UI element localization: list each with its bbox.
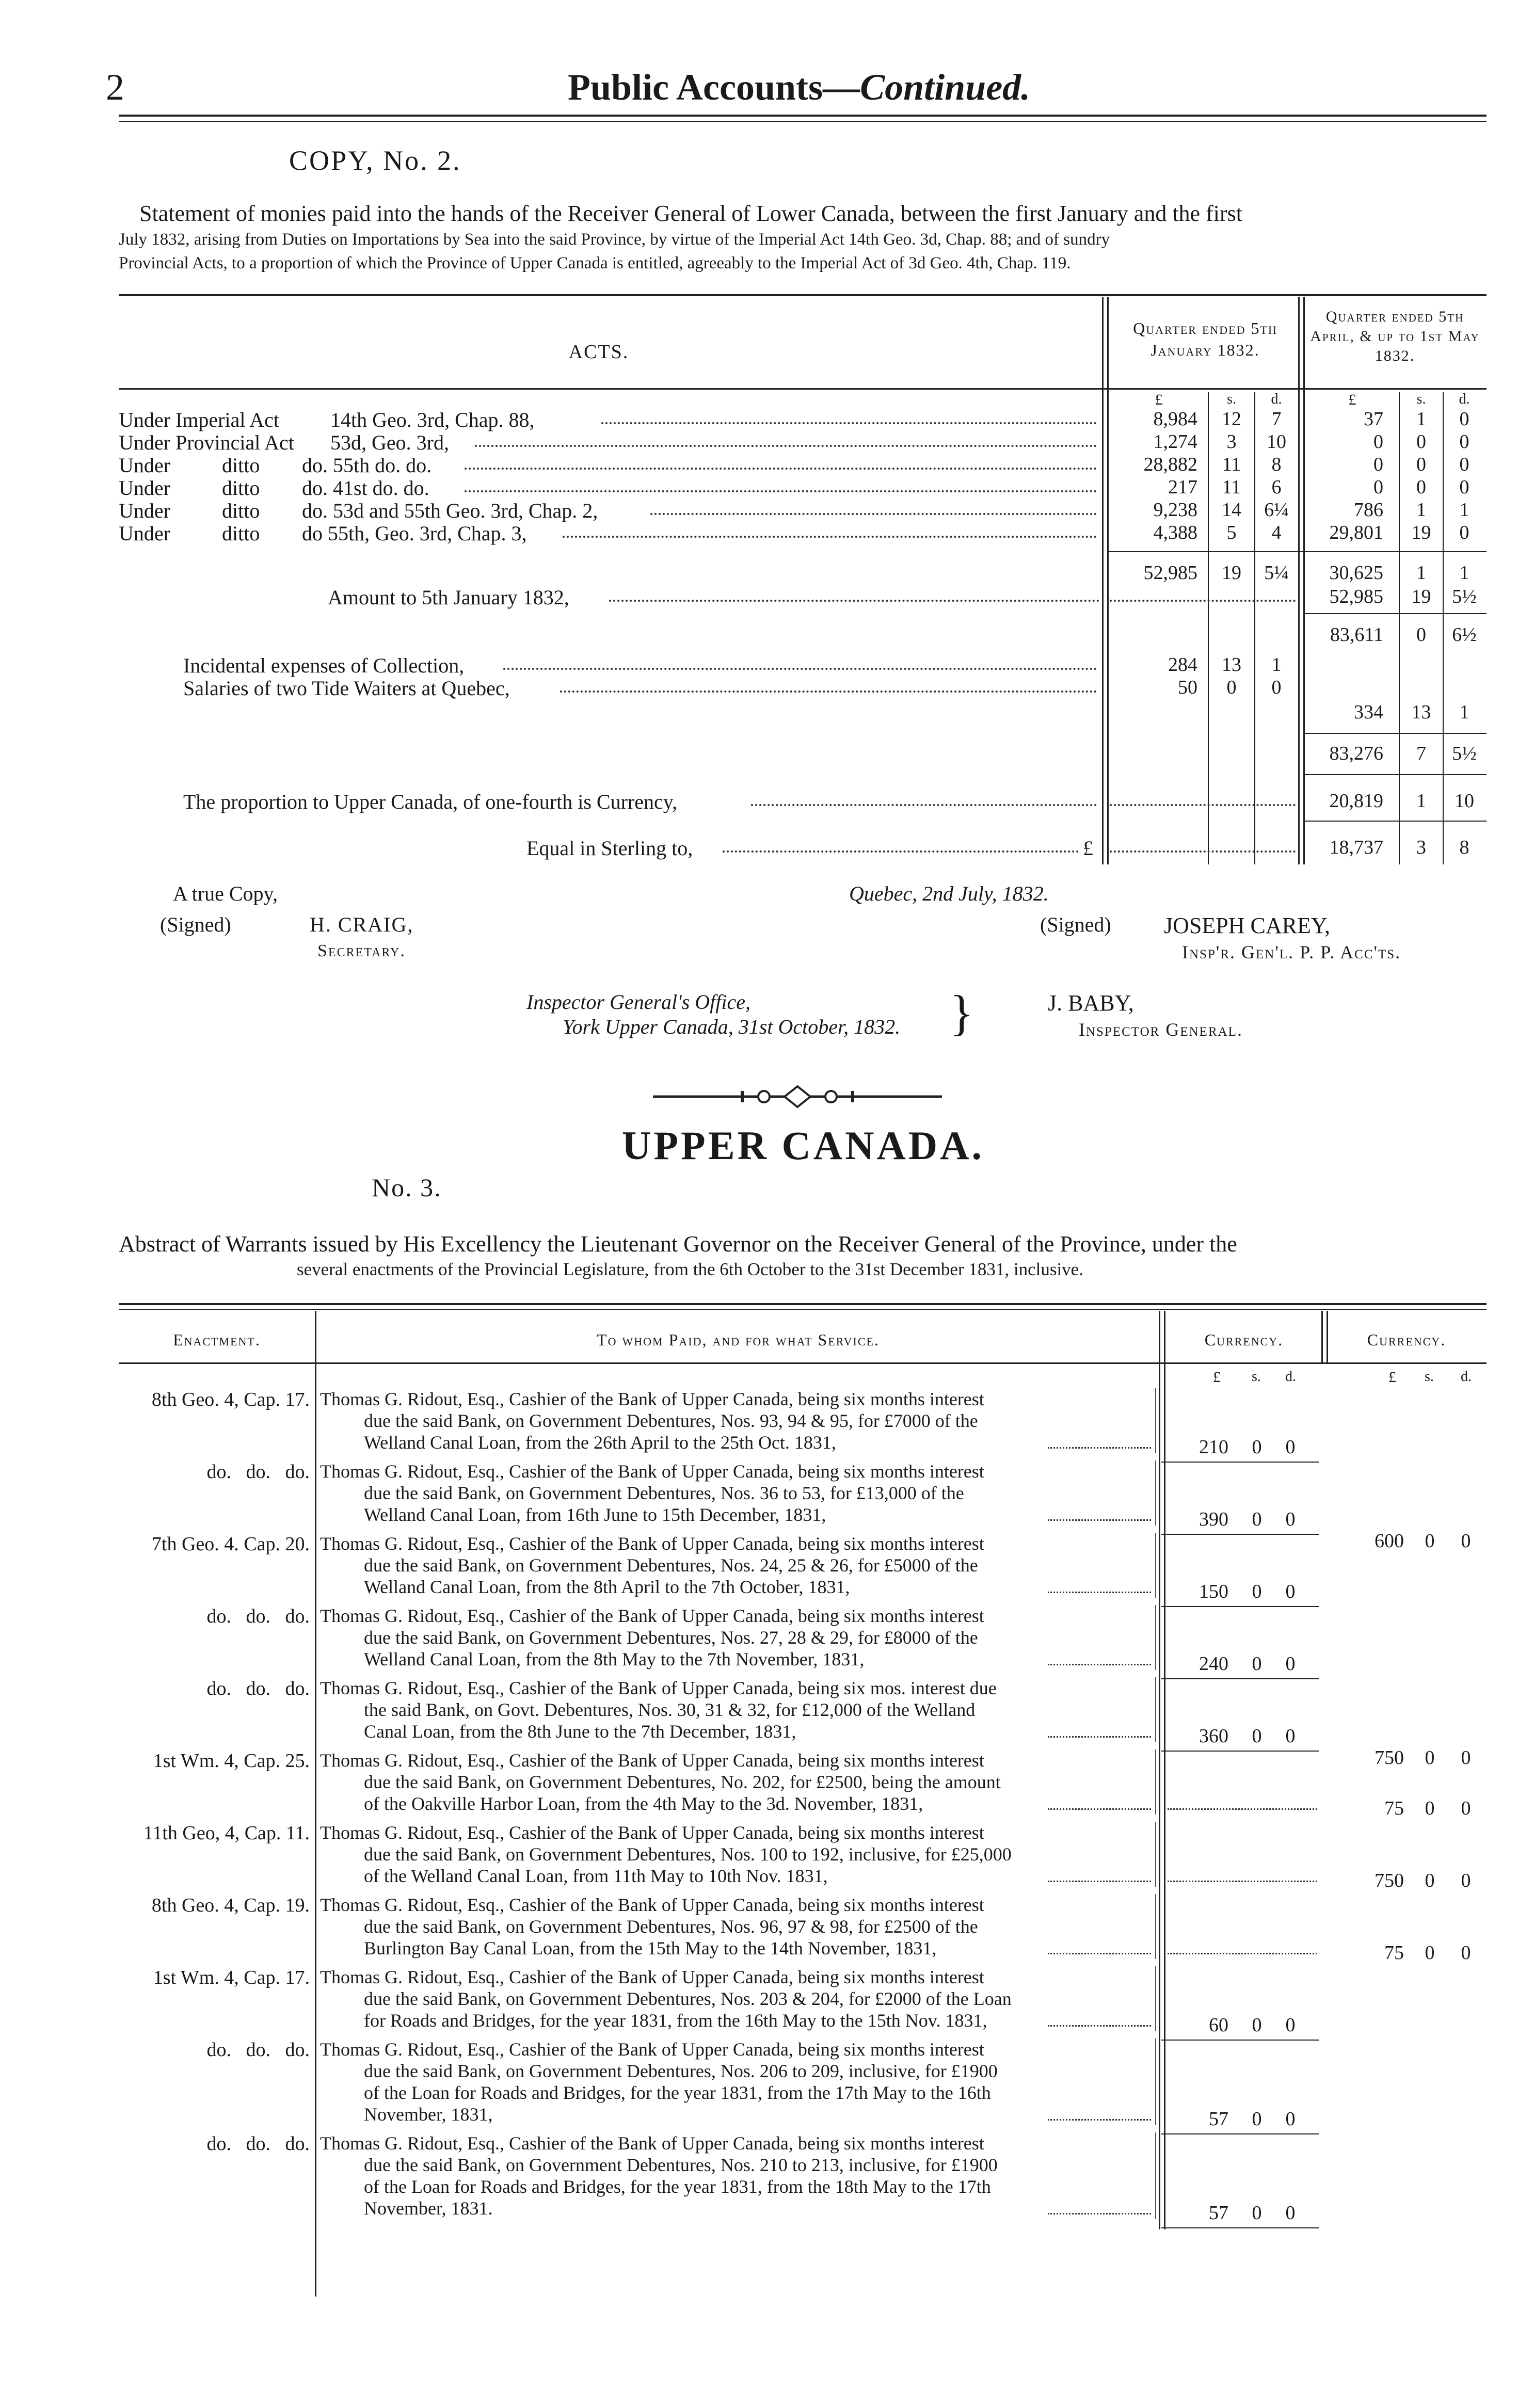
warrants-divider-enact (315, 1311, 316, 2297)
cur1-unit-d: d. (1285, 1369, 1296, 1385)
q2-d: 0 (1459, 408, 1469, 430)
subtotal-q1-s: 19 (1222, 562, 1241, 584)
salaries-q1-l: 50 (1178, 677, 1197, 698)
leader-dots (723, 850, 1079, 853)
q1-d: 10 (1267, 431, 1286, 453)
leader-dots (1048, 2213, 1151, 2214)
header-rule-2 (119, 121, 1487, 122)
amount-q2-d: 5½ (1452, 586, 1477, 607)
warrant-text-line: Welland Canal Loan, from the 8th May to the 7th November, 1831, (364, 1649, 865, 1669)
c2-s: 0 (1425, 1797, 1435, 1819)
sterling-q2-d: 8 (1459, 837, 1469, 858)
statement-line-2: July 1832, arising from Duties on Importations by Sea into the said Province, by virtue of the Imperial Act 14th Geo. 3d, Chap. 88; and of sundry (119, 230, 1110, 249)
leader-dots (1168, 1953, 1317, 1954)
act-left: Under (119, 454, 170, 477)
incidental-q1-d: 1 (1271, 654, 1282, 676)
q2-l: 0 (1373, 476, 1383, 498)
copy-heading: COPY, No. 2. (289, 145, 461, 176)
acts-divider-1 (1102, 297, 1104, 864)
amount-q2-s: 19 (1411, 586, 1431, 607)
warrant-text-line: Thomas G. Ridout, Esq., Cashier of the Bank of Upper Canada, being six months interest (320, 1750, 984, 1771)
leader-dots (1048, 1881, 1151, 1882)
act-right: do. 41st do. do. (302, 476, 429, 500)
warrant-text-line: due the said Bank, on Government Debentures, Nos. 36 to 53, for £13,000 of the (364, 1483, 964, 1503)
net-q2-l: 83,276 (1329, 743, 1383, 764)
c2-d: 0 (1461, 1530, 1471, 1552)
leader-dots (1168, 1808, 1317, 1810)
q2-s: 0 (1416, 454, 1426, 475)
q1-l: 28,882 (1143, 454, 1197, 475)
acts-col-header: ACTS. (568, 341, 629, 363)
leader-dots (1048, 1664, 1151, 1665)
q2-d: 0 (1459, 431, 1469, 453)
act-right: do. 55th do. do. (302, 454, 432, 477)
warrants-top-rule-2 (119, 1309, 1487, 1310)
c2-l: 750 (1375, 1870, 1404, 1891)
sterling-unit: £ (1083, 837, 1093, 860)
subtotal-q1-d: 5¼ (1264, 562, 1289, 584)
c1-d: 0 (1285, 2202, 1296, 2224)
net-rule (1305, 774, 1487, 775)
q1-d: 8 (1271, 454, 1282, 475)
c1-l: 57 (1209, 2202, 1228, 2224)
acts-table-top-rule (119, 294, 1487, 296)
q1-l: 9,238 (1153, 499, 1197, 521)
acts-divider-2 (1107, 297, 1109, 864)
leader-dots (475, 445, 1097, 447)
q2-s: 19 (1411, 522, 1431, 543)
warrant-right-border (1155, 1677, 1156, 1742)
currency-rule (1161, 2227, 1319, 2228)
warrant-enactment: do. do. do. (206, 1606, 310, 1627)
expenses-q2-d: 1 (1459, 701, 1469, 723)
leader-dots (609, 600, 1099, 602)
cur2-unit-d: d. (1461, 1369, 1472, 1385)
leader-dots (465, 468, 1097, 470)
warrant-enactment: 1st Wm. 4, Cap. 25. (153, 1750, 310, 1772)
q1-unit-d: d. (1271, 391, 1282, 407)
c1-s: 0 (1252, 1581, 1262, 1602)
page-title (568, 66, 1030, 109)
proportion-q2-s: 1 (1416, 790, 1426, 812)
signer-3-title: Inspector General. (1079, 1019, 1243, 1040)
signed-label-2: (Signed) (1040, 913, 1111, 936)
amount-q2-l: 52,985 (1329, 586, 1383, 607)
leader-dots (1110, 850, 1296, 853)
leader-dots (1048, 2025, 1151, 2027)
warrant-right-border (1155, 1533, 1156, 1598)
q1-s: 11 (1222, 476, 1241, 498)
office-brace: } (950, 985, 974, 1040)
warrant-right-border (1155, 2038, 1156, 2125)
q2-d: 1 (1459, 499, 1469, 521)
warrant-enactment: do. do. do. (206, 2039, 310, 2061)
currency-rule (1161, 1462, 1319, 1463)
currency1-col-header: Currency. (1204, 1330, 1284, 1349)
warrant-text-line: of the Welland Canal Loan, from 11th May to 10th Nov. 1831, (364, 1866, 828, 1886)
warrant-text-line: Welland Canal Loan, from 16th June to 15th December, 1831, (364, 1504, 826, 1525)
warrant-text-line: Thomas G. Ridout, Esq., Cashier of the Bank of Upper Canada, being six months interest (320, 1822, 984, 1843)
warrant-text-line: Thomas G. Ridout, Esq., Cashier of the Bank of Upper Canada, being six months interest (320, 1389, 984, 1409)
proportion-rule (1305, 821, 1487, 822)
q1-s: 11 (1222, 454, 1241, 475)
c1-s: 0 (1252, 1436, 1262, 1458)
subtotal-q1-l: 52,985 (1143, 562, 1197, 584)
warrant-text-line: of the Loan for Roads and Bridges, for the year 1831, from the 18th May to the 17th (364, 2176, 991, 2197)
subtotal-q2-d: 1 (1459, 562, 1469, 584)
cur2-unit-s: s. (1425, 1369, 1434, 1385)
warrant-text-line: Thomas G. Ridout, Esq., Cashier of the Bank of Upper Canada, being six mos. interest due (320, 1678, 997, 1698)
q1-d: 6 (1271, 476, 1282, 498)
q1-s: 3 (1226, 431, 1237, 453)
warrant-text-line: for Roads and Bridges, for the year 1831, from the 16th May to the 15th Nov. 1831, (364, 2010, 987, 2031)
warrant-text-line: November, 1831. (364, 2198, 493, 2219)
c1-d: 0 (1285, 1653, 1296, 1675)
act-mid: ditto (222, 499, 260, 522)
acts-divider-3 (1298, 297, 1300, 864)
warrant-enactment: 11th Geo, 4, Cap. 11. (143, 1822, 310, 1844)
c2-s: 0 (1425, 1870, 1435, 1891)
warrant-enactment: 8th Geo. 4, Cap. 17. (151, 1389, 310, 1410)
expenses-rule (1305, 733, 1487, 734)
c1-s: 0 (1252, 2014, 1262, 2036)
leader-dots (1168, 1881, 1317, 1882)
warrant-right-border (1155, 1894, 1156, 1959)
c1-s: 0 (1252, 1725, 1262, 1747)
warrant-right-border (1155, 1966, 1156, 2031)
c2-l: 75 (1384, 1797, 1404, 1819)
cur2-unit-l: £ (1388, 1369, 1396, 1386)
subtotal-q2-l: 30,625 (1329, 562, 1383, 584)
act-mid: ditto (222, 476, 260, 500)
c1-l: 210 (1199, 1436, 1228, 1458)
statement-line-1: Statement of monies paid into the hands of the Receiver General of Lower Canada, between the first January and the first (139, 201, 1242, 226)
act-left: Under Imperial Act (119, 408, 279, 431)
statement-line-3: Provincial Acts, to a proportion of which the Province of Upper Canada is entitled, agreeably to the Imperial Act of 3d Geo. 4th, Chap. 119. (119, 254, 1071, 272)
net-q2-d: 5½ (1452, 743, 1477, 764)
incidental-q1-l: 284 (1168, 654, 1197, 676)
q2-l: 0 (1373, 431, 1383, 453)
warrants-top-rule (119, 1303, 1487, 1305)
q2-l: 29,801 (1329, 522, 1383, 543)
q1-l: 1,274 (1153, 431, 1197, 453)
c1-l: 60 (1209, 2014, 1228, 2036)
leader-dots (601, 422, 1097, 424)
net-q2-s: 7 (1416, 743, 1426, 764)
salaries-q1-s: 0 (1226, 677, 1237, 698)
warrant-right-border (1155, 1749, 1156, 1815)
warrant-text-line: Thomas G. Ridout, Esq., Cashier of the Bank of Upper Canada, being six months interest (320, 1895, 984, 1915)
currency-rule (1161, 2133, 1319, 2134)
incidental-label: Incidental expenses of Collection, (183, 654, 465, 677)
leader-dots (1048, 1808, 1151, 1810)
warrant-enactment: 8th Geo. 4, Cap. 19. (151, 1895, 310, 1916)
salaries-q1-d: 0 (1271, 677, 1282, 698)
c1-s: 0 (1252, 1508, 1262, 1530)
act-mid: ditto (222, 454, 260, 477)
act-right: 53d, Geo. 3rd, (330, 431, 449, 454)
warrant-text-line: due the said Bank, on Government Debentures, Nos. 210 to 213, inclusive, for £1900 (364, 2155, 998, 2175)
q1-d: 7 (1271, 408, 1282, 430)
q2-l: 37 (1364, 408, 1383, 430)
q2-unit-d: d. (1459, 391, 1470, 407)
leader-dots (1110, 600, 1296, 602)
warrants-divider-cur1a (1159, 1311, 1160, 2229)
warrant-text-line: Welland Canal Loan, from the 26th April to the 25th Oct. 1831, (364, 1432, 836, 1453)
q2-d: 0 (1459, 454, 1469, 475)
c2-d: 0 (1461, 1942, 1471, 1964)
warrant-text-line: the said Bank, on Govt. Debentures, Nos. 30, 31 & 32, for £12,000 of the Welland (364, 1699, 976, 1720)
sterling-q2-s: 3 (1416, 837, 1426, 858)
place-date: Quebec, 2nd July, 1832. (849, 882, 1049, 905)
c2-d: 0 (1461, 1747, 1471, 1769)
leader-dots (465, 490, 1097, 492)
currency-rule (1161, 1534, 1319, 1535)
warrant-enactment: 1st Wm. 4, Cap. 17. (153, 1967, 310, 1988)
q1-unit-s: s. (1227, 391, 1236, 407)
warrants-divider-cur2b (1327, 1311, 1328, 1362)
abstract-line-2: several enactments of the Provincial Legislature, from the 6th October to the 31st December 1831, inclusive. (297, 1259, 1083, 1279)
signer-1-title: Secretary. (317, 941, 406, 960)
warrant-right-border (1155, 1822, 1156, 1887)
c2-l: 75 (1384, 1942, 1404, 1964)
currency-rule (1161, 1751, 1319, 1752)
upper-canada-title: UPPER CANADA. (622, 1123, 984, 1168)
enactment-col-header: Enactment. (173, 1330, 261, 1349)
header-rule (119, 115, 1487, 117)
sterling-q2-l: 18,737 (1329, 837, 1383, 858)
acts-subtotal-rule (1109, 551, 1487, 552)
warrant-text-line: Thomas G. Ridout, Esq., Cashier of the Bank of Upper Canada, being six months interest (320, 1461, 984, 1482)
q1-l: 4,388 (1153, 522, 1197, 543)
ornament-divider (653, 1084, 942, 1110)
amount-label: Amount to 5th January 1832, (328, 586, 569, 609)
q1-s: 12 (1222, 408, 1241, 430)
c1-l: 390 (1199, 1508, 1228, 1530)
act-right: do 55th, Geo. 3rd, Chap. 3, (302, 522, 527, 545)
c2-s: 0 (1425, 1530, 1435, 1552)
leader-dots (1048, 2119, 1151, 2121)
c2-l: 750 (1375, 1747, 1404, 1769)
c2-d: 0 (1461, 1797, 1471, 1819)
sterling-label: Equal in Sterling to, (526, 837, 693, 860)
signer-2-name: JOSEPH CAREY, (1164, 913, 1330, 938)
q1-d: 6¼ (1264, 499, 1289, 521)
abstract-line-1: Abstract of Warrants issued by His Excellency the Lieutenant Governor on the Receiver General of the Province, under the (119, 1231, 1237, 1257)
leader-dots (1048, 1592, 1151, 1593)
proportion-q2-l: 20,819 (1329, 790, 1383, 812)
warrant-enactment: do. do. do. (206, 1461, 310, 1483)
upper-canada-number: No. 3. (372, 1173, 442, 1202)
q2-s: 0 (1416, 431, 1426, 453)
quarter1-col-header: Quarter ended 5th January 1832. (1133, 319, 1277, 359)
leader-dots (1048, 1519, 1151, 1521)
expenses-q2-l: 334 (1354, 701, 1383, 723)
amount-rule (1305, 613, 1487, 614)
proportion-q2-d: 10 (1455, 790, 1474, 812)
warrant-text-line: Thomas G. Ridout, Esq., Cashier of the Bank of Upper Canada, being six months interest (320, 2039, 984, 2060)
warrant-text-line: November, 1831, (364, 2104, 493, 2125)
warrants-header-rule (119, 1362, 1487, 1364)
act-left: Under (119, 476, 170, 500)
warrant-text-line: due the said Bank, on Government Debentures, Nos. 27, 28 & 29, for £8000 of the (364, 1627, 978, 1648)
c1-s: 0 (1252, 2108, 1262, 2130)
cur1-unit-s: s. (1252, 1369, 1261, 1385)
total-q2-d: 6½ (1452, 624, 1477, 646)
page-title-main: Public Accounts— (568, 67, 860, 108)
c1-d: 0 (1285, 1436, 1296, 1458)
act-left: Under (119, 499, 170, 522)
c1-l: 57 (1209, 2108, 1228, 2130)
c2-d: 0 (1461, 1870, 1471, 1891)
act-left: Under (119, 522, 170, 545)
warrant-right-border (1155, 2132, 1156, 2219)
warrant-enactment: do. do. do. (206, 1678, 310, 1699)
q1-d: 4 (1271, 522, 1282, 543)
expenses-q2-s: 13 (1411, 701, 1431, 723)
q2-s: 1 (1416, 408, 1426, 430)
acts-header-rule (119, 388, 1487, 390)
leader-dots (1048, 1447, 1151, 1449)
q2-s: 0 (1416, 476, 1426, 498)
warrant-text-line: due the said Bank, on Government Debentures, Nos. 93, 94 & 95, for £7000 of the (364, 1410, 978, 1431)
act-mid: ditto (222, 522, 260, 545)
leader-dots (1110, 804, 1296, 806)
signer-1-name: H. CRAIG, (310, 913, 414, 936)
warrant-text-line: due the said Bank, on Government Debentures, Nos. 96, 97 & 98, for £2500 of the (364, 1916, 978, 1937)
c1-s: 0 (1252, 1653, 1262, 1675)
warrant-text-line: Thomas G. Ridout, Esq., Cashier of the Bank of Upper Canada, being six months interest (320, 2133, 984, 2154)
warrant-text-line: due the said Bank, on Government Debentures, Nos. 24, 25 & 26, for £5000 of the (364, 1555, 978, 1576)
act-left: Under Provincial Act (119, 431, 294, 454)
warrant-right-border (1155, 1605, 1156, 1670)
q2-l: 0 (1373, 454, 1383, 475)
true-copy: A true Copy, (173, 882, 278, 905)
currency-rule (1161, 2040, 1319, 2041)
c1-d: 0 (1285, 1508, 1296, 1530)
warrant-text-line: due the said Bank, on Government Debentures, Nos. 100 to 192, inclusive, for £25,000 (364, 1844, 1012, 1865)
signer-3-name: J. BABY, (1048, 990, 1134, 1016)
subtotal-q2-s: 1 (1416, 562, 1426, 584)
c2-l: 600 (1375, 1530, 1404, 1552)
quarter2-col-header: Quarter ended 5th April, & up to 1st May 1832. (1310, 308, 1480, 364)
signer-2-title: Insp'r. Gen'l. P. P. Acc'ts. (1182, 942, 1401, 962)
warrants-divider-cur1b (1164, 1311, 1165, 2229)
paid-col-header: To whom Paid, and for what Service. (597, 1330, 880, 1349)
warrant-text-line: of the Oakville Harbor Loan, from the 4th May to the 3d. November, 1831, (364, 1793, 923, 1814)
currency-rule (1161, 1678, 1319, 1679)
warrant-text-line: Thomas G. Ridout, Esq., Cashier of the Bank of Upper Canada, being six months interest (320, 1967, 984, 1987)
q2-d: 0 (1459, 476, 1469, 498)
signed-label-1: (Signed) (160, 913, 231, 936)
q1-l: 8,984 (1153, 408, 1197, 430)
q2-unit-l: £ (1348, 391, 1356, 408)
c1-d: 0 (1285, 2108, 1296, 2130)
warrant-enactment: 7th Geo. 4. Cap. 20. (151, 1533, 310, 1555)
currency-rule (1161, 1606, 1319, 1607)
warrants-divider-cur2a (1321, 1311, 1323, 1362)
c1-s: 0 (1252, 2202, 1262, 2224)
total-q2-l: 83,611 (1330, 624, 1383, 646)
proportion-label: The proportion to Upper Canada, of one-fourth is Currency, (183, 790, 678, 813)
warrant-text-line: of the Loan for Roads and Bridges, for the year 1831, from the 17th May to the 16th (364, 2082, 991, 2103)
cur1-unit-l: £ (1213, 1369, 1221, 1386)
office-line-2: York Upper Canada, 31st October, 1832. (563, 1015, 901, 1038)
page-title-italic: Continued. (860, 67, 1031, 108)
warrant-text-line: Canal Loan, from the 8th June to the 7th December, 1831, (364, 1721, 796, 1742)
page-number: 2 (106, 67, 124, 108)
c2-s: 0 (1425, 1942, 1435, 1964)
c1-d: 0 (1285, 1581, 1296, 1602)
leader-dots (650, 513, 1097, 515)
warrant-text-line: Welland Canal Loan, from the 8th April to the 7th October, 1831, (364, 1577, 850, 1597)
c2-s: 0 (1425, 1747, 1435, 1769)
warrant-enactment: do. do. do. (206, 2133, 310, 2155)
c1-l: 360 (1199, 1725, 1228, 1747)
leader-dots (1048, 1953, 1151, 1954)
warrant-text-line: due the said Bank, on Government Debentures, Nos. 203 & 204, for £2000 of the Loan (364, 1988, 1012, 2009)
c1-l: 150 (1199, 1581, 1228, 1602)
q2-d: 0 (1459, 522, 1469, 543)
currency2-col-header: Currency. (1367, 1330, 1446, 1349)
q1-s: 14 (1222, 499, 1241, 521)
leader-dots (503, 668, 1097, 670)
office-line-1: Inspector General's Office, (526, 990, 751, 1014)
warrant-text-line: due the said Bank, on Government Debentures, No. 202, for £2500, being the amount (364, 1772, 1001, 1792)
leader-dots (560, 691, 1097, 693)
leader-dots (1048, 1736, 1151, 1738)
act-right: 14th Geo. 3rd, Chap. 88, (330, 408, 535, 431)
warrant-text-line: Burlington Bay Canal Loan, from the 15th May to the 14th November, 1831, (364, 1938, 937, 1958)
c1-l: 240 (1199, 1653, 1228, 1675)
warrant-text-line: Thomas G. Ridout, Esq., Cashier of the Bank of Upper Canada, being six months interest (320, 1606, 984, 1626)
warrant-right-border (1155, 1460, 1156, 1526)
warrant-right-border (1155, 1388, 1156, 1453)
c1-d: 0 (1285, 1725, 1296, 1747)
leader-dots (751, 804, 1097, 806)
q1-s: 5 (1226, 522, 1237, 543)
act-right: do. 53d and 55th Geo. 3rd, Chap. 2, (302, 499, 598, 522)
incidental-q1-s: 13 (1222, 654, 1241, 676)
q2-unit-s: s. (1416, 391, 1426, 407)
leader-dots (563, 536, 1097, 538)
q2-l: 786 (1354, 499, 1383, 521)
c1-d: 0 (1285, 2014, 1296, 2036)
q1-l: 217 (1168, 476, 1197, 498)
q2-s: 1 (1416, 499, 1426, 521)
acts-divider-4 (1303, 297, 1305, 864)
q1-unit-l: £ (1155, 391, 1163, 408)
total-q2-s: 0 (1416, 624, 1426, 646)
warrant-text-line: Thomas G. Ridout, Esq., Cashier of the Bank of Upper Canada, being six months interest (320, 1533, 984, 1554)
salaries-label: Salaries of two Tide Waiters at Quebec, (183, 677, 510, 700)
warrant-text-line: due the said Bank, on Government Debentures, Nos. 206 to 209, inclusive, for £1900 (364, 2061, 998, 2081)
